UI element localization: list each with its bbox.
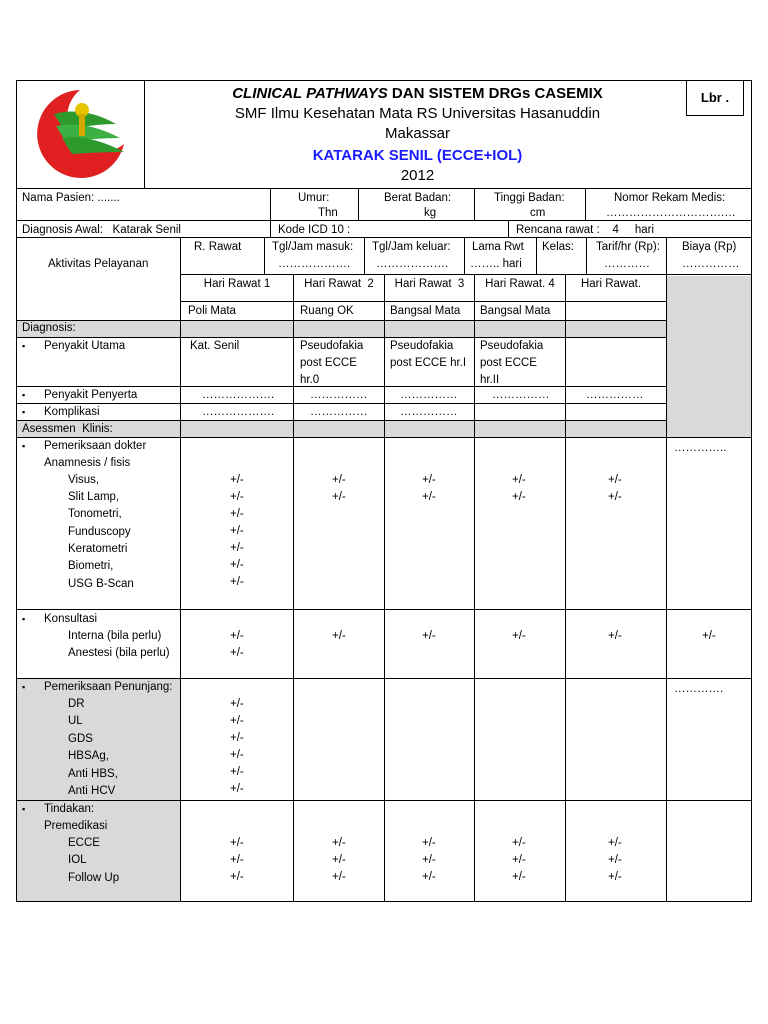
consultation-day-3-value: +/- [422,630,436,642]
tariff-label: Tarif/hr (Rp): [596,241,660,253]
grid-line [586,237,587,274]
logo-divider [144,80,145,188]
exam-item: Biometri, [68,560,114,572]
weight-unit: kg [424,207,437,219]
bullet-icon: ▪ [22,682,26,692]
consultation-cost-value: +/- [702,630,716,642]
comorbidity-day-1: ………………. [202,389,275,401]
supporting-exam-cost-dots: …………. [674,683,724,695]
grid-line [565,274,566,901]
shade-asesmen-row [16,421,667,438]
procedure-item: ECCE [68,837,100,849]
age-field-label: Umur: [298,192,330,204]
form-border-bottom [16,901,752,902]
room-day-1: Poli Mata [188,305,236,317]
comorbidity-day-5: …………… [586,389,644,401]
bullet-icon: ▪ [22,407,26,417]
lab-day-1-values: +/- +/- +/- +/- +/- +/- [230,698,244,795]
initial-diagnosis: Diagnosis Awal: Katarak Senil [22,224,181,236]
room-day-3: Bangsal Mata [390,305,461,317]
primary-disease-day-3: Pseudofakia post ECCE hr.I [390,340,467,369]
primary-disease-label: Penyakit Utama [44,340,126,352]
height-unit: cm [530,207,546,219]
exam-item: USG B-Scan [68,578,134,590]
grid-line [474,188,475,220]
grid-line [16,337,667,338]
shade-biaya-column [667,276,752,438]
consultation-day-5-value: +/- [608,630,622,642]
procedure-day-1-values: +/- +/- +/- [230,837,244,883]
complication-label: Komplikasi [44,406,100,418]
comorbidity-day-3: …………… [400,389,458,401]
room-day-4: Bangsal Mata [480,305,551,317]
lab-item: UL [68,715,83,727]
bullet-icon: ▪ [22,804,26,814]
form-border-left [16,80,17,902]
comorbidity-day-2: …………… [310,389,368,401]
room-day-2: Ruang OK [300,305,354,317]
lab-item: Anti HCV [68,785,116,797]
lab-item: HBSAg, [68,750,109,762]
primary-disease-day-2: Pseudofakia post ECCE hr.0 [300,340,364,386]
grid-line [16,237,752,238]
procedure-day-3-values: +/- +/- +/- [422,837,436,883]
grid-line [16,609,752,610]
grid-line [16,420,667,421]
consultation-day-1-values: +/- +/- [230,630,244,659]
supporting-exam-label: Pemeriksaan Penunjang: [44,681,173,693]
primary-disease-day-1: Kat. Senil [190,340,240,352]
grid-line [16,220,752,221]
weight-field-label: Berat Badan: [384,192,452,204]
day-5-header: Hari Rawat. [580,278,642,290]
medical-record-label: Nomor Rekam Medis: [614,192,726,204]
exam-item: Keratometri [68,543,128,555]
patient-name-field: Nama Pasien: ....... [22,192,120,204]
consultation-day-4-value: +/- [512,630,526,642]
admission-time-label: Tgl/Jam masuk: [272,241,354,253]
grid-line [384,274,385,901]
discharge-time-dots: ………………. [376,258,449,270]
tariff-dots: ………… [604,258,650,270]
grid-line [666,274,667,901]
bullet-icon: ▪ [22,341,26,351]
grid-line [16,800,752,801]
icd-code-label: Kode ICD 10 : [278,224,351,236]
consultation-item: Interna (bila perlu) [68,630,162,642]
sheet-number-box: Lbr . [686,80,744,116]
bullet-icon: ▪ [22,441,26,451]
lab-item: GDS [68,733,93,745]
primary-disease-day-4: Pseudofakia post ECCE hr.II [480,340,544,386]
grid-line [270,188,271,220]
case-title: KATARAK SENIL (ECCE+IOL) [312,147,523,164]
exam-day-1-values: +/- +/- +/- +/- +/- +/- +/- [230,474,244,588]
grid-line [585,188,586,220]
grid-line [293,274,294,901]
exam-item: Visus, [68,474,100,486]
age-unit: Thn [318,207,338,219]
grid-line [16,320,667,321]
clinical-assessment-header: Asessmen Klinis: [22,423,113,435]
procedure-label: Tindakan: Premedikasi [44,803,108,832]
grid-line [508,220,509,237]
hospital-logo [24,84,136,182]
form-title: CLINICAL PATHWAYS DAN SISTEM DRGs CASEMIX [232,85,603,102]
day-2-header: Hari Rawat 2 [304,278,374,290]
exam-item: Slit Lamp, [68,491,120,503]
grid-line [364,237,365,274]
admission-time-dots: ………………. [278,258,351,270]
procedure-item: Follow Up [68,872,120,884]
grid-line [16,403,667,404]
grid-line [16,386,667,387]
shade-diagnosis-row [16,320,667,338]
complication-day-3: …………… [400,406,458,418]
complication-day-2: …………… [310,406,368,418]
exam-day-4-values: +/- +/- [512,474,526,503]
exam-item: Tonometri, [68,508,122,520]
year-label: 2012 [400,167,435,184]
service-activity-label: Aktivitas Pelayanan [48,258,149,270]
grid-line [270,220,271,237]
length-of-stay-dots: …….. hari [470,258,522,270]
doctor-exam-label: Pemeriksaan dokter Anamnesis / fisis [44,440,147,469]
exam-day-3-values: +/- +/- [422,474,436,503]
bullet-icon: ▪ [22,390,26,400]
doctor-exam-cost-dots: ………….. [674,442,727,454]
lab-item: DR [68,698,85,710]
length-of-stay-label: Lama Rwt [472,241,524,253]
grid-line [358,188,359,220]
medical-record-dots: ………………………….… [606,207,736,219]
procedure-day-5-values: +/- +/- +/- [608,837,622,883]
form-border-top [16,80,752,81]
day-3-header: Hari Rawat 3 [394,278,465,290]
procedure-day-2-values: +/- +/- +/- [332,837,346,883]
institution-city: Makassar [384,125,451,142]
procedure-day-4-values: +/- +/- +/- [512,837,526,883]
grid-line [536,237,537,274]
cost-dots: …………… [682,258,740,270]
exam-item: Funduscopy [68,526,131,538]
institution-name: SMF Ilmu Kesehatan Mata RS Universitas Hasanuddin [234,105,601,122]
exam-day-2-values: +/- +/- [332,474,346,503]
grid-line [474,274,475,901]
day-4-header: Hari Rawat. 4 [485,278,555,290]
complication-day-1: ………………. [202,406,275,418]
exam-day-5-values: +/- +/- [608,474,622,503]
discharge-time-label: Tgl/Jam keluar: [372,241,451,253]
grid-line [464,237,465,274]
consultation-day-2-value: +/- [332,630,346,642]
grid-line [264,237,265,274]
header-divider [16,188,752,189]
planned-stay: Rencana rawat : 4 hari [516,224,655,236]
grid-line [16,437,752,438]
diagnosis-header: Diagnosis: [22,322,76,334]
height-field-label: Tinggi Badan: [494,192,565,204]
comorbidity-day-4: …………… [492,389,550,401]
comorbidity-label: Penyakit Penyerta [44,389,138,401]
consultation-item: Anestesi (bila perlu) [68,647,170,659]
grid-line [666,237,667,276]
cost-label: Biaya (Rp) [682,241,737,253]
bullet-icon: ▪ [22,614,26,624]
grid-line [16,678,752,679]
class-label: Kelas: [542,241,574,253]
room-label: R. Rawat [194,241,242,253]
consultation-label: Konsultasi [44,613,98,625]
procedure-item: IOL [68,854,87,866]
grid-line [180,301,667,302]
lab-item: Anti HBS, [68,768,118,780]
form-border-right [751,80,752,902]
day-1-header: Hari Rawat 1 [203,278,271,290]
